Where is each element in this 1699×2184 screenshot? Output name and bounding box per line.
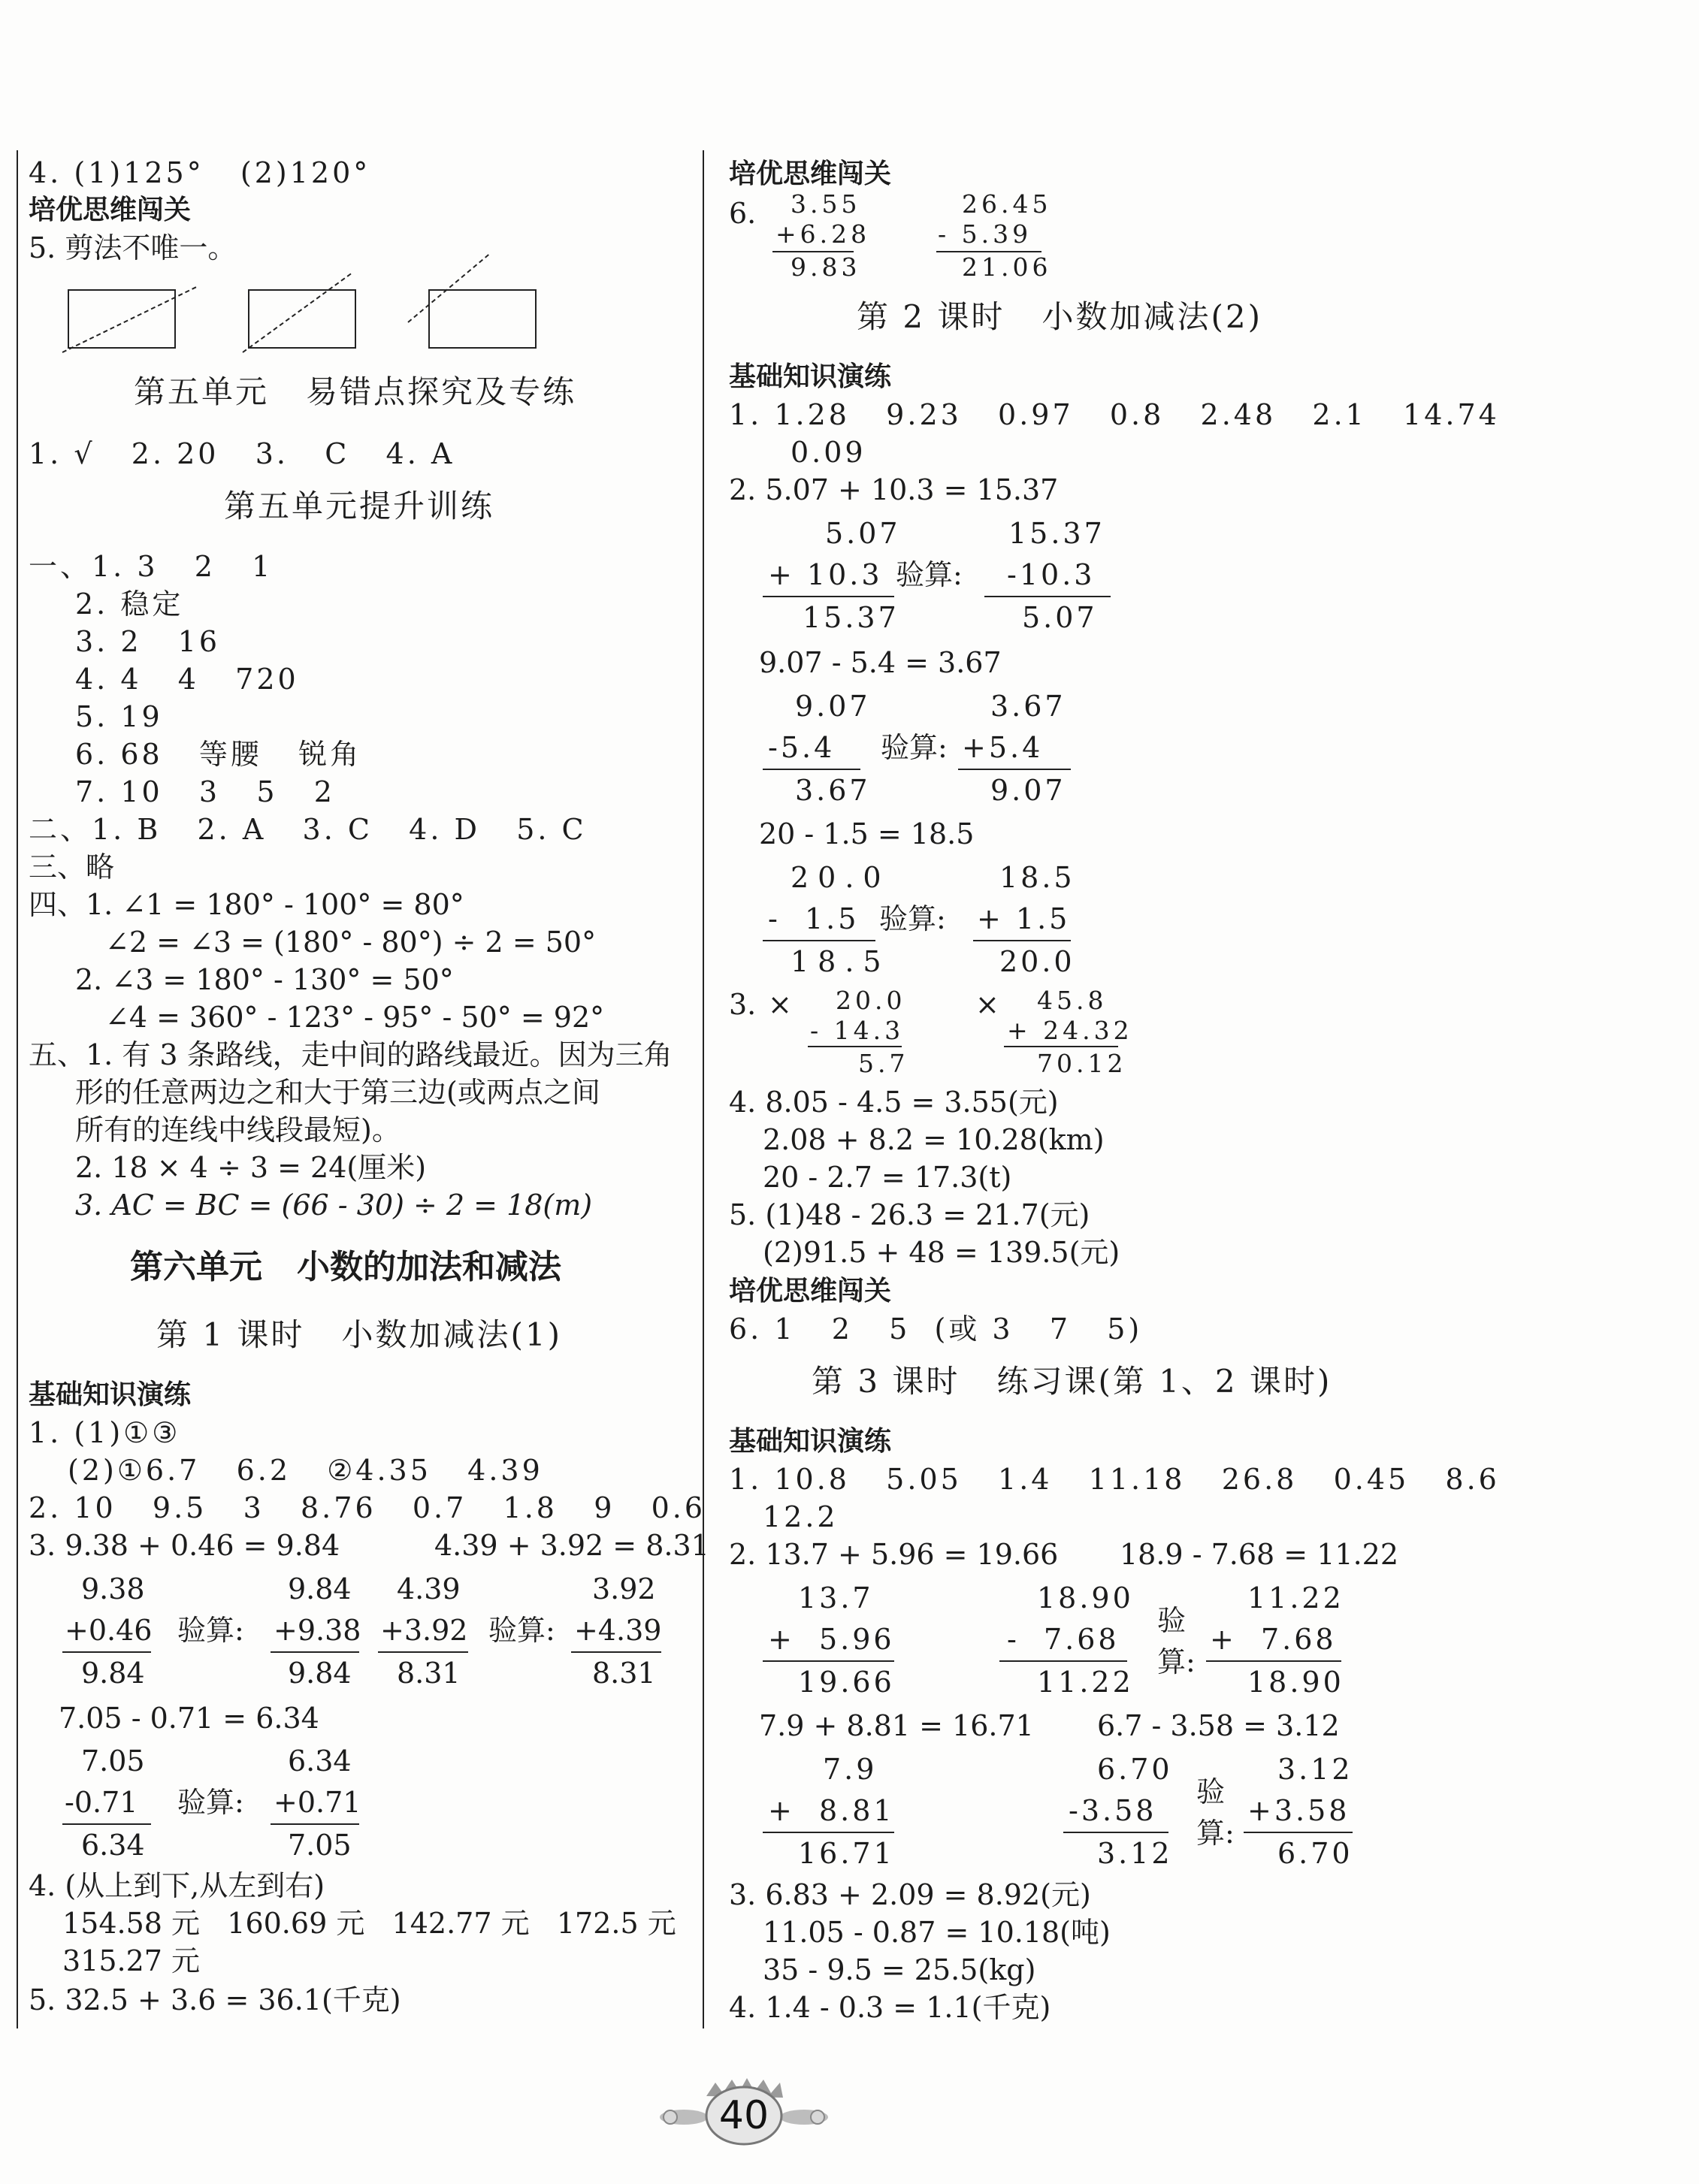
answer-line: 5. 剪法不唯一。: [29, 231, 237, 264]
calc-result: 16.71: [798, 1837, 895, 1870]
answer-line: 2. 稳定: [75, 588, 184, 621]
calc-operand: 6.70: [1097, 1753, 1173, 1786]
check-label: 验算:: [896, 558, 963, 591]
calc-rule: [378, 1651, 468, 1653]
calc-operand: - 1.5: [768, 902, 860, 935]
calc-rule: [571, 1651, 661, 1653]
answer-line: 154.58 元 160.69 元 142.77 元 172.5 元: [62, 1907, 676, 1940]
answer-line: 5. 19: [75, 700, 163, 733]
calc-rule: [271, 1651, 359, 1653]
calc-rule: [1063, 1832, 1168, 1833]
calc-operand: -5.4: [768, 731, 836, 764]
check-label: 验: [1157, 1604, 1187, 1637]
answer-line: 4. (1)125° (2)120°: [29, 156, 371, 189]
calc-operand: - 14.3: [810, 1016, 905, 1045]
calc-result: 3.67: [795, 774, 871, 807]
answer-line: 5. 32.5 + 3.6 = 36.1(千克): [29, 1983, 401, 2016]
answer-line: 3. 6.83 + 2.09 = 8.92(元): [729, 1878, 1091, 1911]
check-label: 验: [1196, 1775, 1226, 1808]
page-number-badge: [654, 2066, 834, 2149]
calc-operand: - 5.39: [938, 219, 1032, 249]
calc-operand: 11.22: [1247, 1581, 1344, 1615]
column-divider: [703, 150, 704, 2028]
question-number: 6.: [729, 197, 757, 230]
calc-operand: 18.90: [1037, 1581, 1134, 1615]
answer-line: 315.27 元: [62, 1944, 201, 1977]
answer-line: 18.9 - 7.68 = 11.22: [1120, 1538, 1399, 1571]
calc-operand: + 24.32: [1007, 1016, 1133, 1045]
calc-operand: 3.92: [592, 1572, 656, 1606]
answer-line: 35 - 9.5 = 25.5(kg): [763, 1953, 1036, 1986]
answer-line: 2. ∠3 = 180° - 130° = 50°: [75, 963, 454, 996]
calc-result: 5.7: [858, 1049, 909, 1078]
answer-line: 3. AC = BC = (66 - 30) ÷ 2 = 18(m): [75, 1189, 593, 1222]
calc-operand: 18.5: [999, 861, 1075, 894]
calc-operand: + 1.5: [977, 902, 1071, 935]
calc-operand: 6.34: [288, 1744, 352, 1778]
calc-operand: +9.38: [274, 1614, 361, 1647]
calc-rule: [973, 940, 1071, 941]
check-label: 算:: [1196, 1817, 1235, 1850]
calc-result: 15.37: [803, 601, 899, 634]
calc-operand: + 10.3: [768, 558, 883, 591]
answer-line: 2.08 + 8.2 = 10.28(km): [763, 1123, 1105, 1156]
calc-result: 18.5: [791, 945, 890, 978]
cross-mark: ×: [975, 988, 999, 1021]
answer-line: 7.9 + 8.81 = 16.71: [759, 1709, 1034, 1742]
calc-operand: -0.71: [65, 1786, 138, 1819]
calc-operand: 20.0: [791, 861, 890, 894]
calc-operand: +3.92: [380, 1614, 468, 1647]
answer-line: 20 - 1.5 = 18.5: [759, 817, 975, 850]
cut-rectangle-2: [248, 289, 356, 349]
answer-line: 4. 8.05 - 4.5 = 3.55(元): [729, 1086, 1059, 1119]
calc-operand: 3.55: [791, 189, 861, 219]
calc-operand: +4.39: [574, 1614, 662, 1647]
calc-operand: + 8.81: [768, 1794, 895, 1827]
calc-result: 9.07: [990, 774, 1066, 807]
calc-result: 8.31: [592, 1657, 656, 1690]
check-label: 验算:: [881, 731, 948, 764]
calc-rule: [62, 1823, 151, 1825]
calc-result: 7.05: [288, 1829, 352, 1862]
check-label: 验算:: [177, 1786, 244, 1819]
calc-result: 9.84: [81, 1657, 145, 1690]
answer-line: 1. 1.28 9.23 0.97 0.8 2.48 2.1 14.74: [729, 398, 1500, 431]
check-label: 验算:: [879, 902, 946, 935]
calc-operand: +0.46: [65, 1614, 153, 1647]
calc-operand: +5.4: [962, 731, 1044, 764]
section-heading: 基础知识演练: [729, 1426, 892, 1457]
calc-operand: 15.37: [1008, 517, 1105, 550]
answer-line: 3. 2 16: [75, 625, 221, 658]
calc-rule: [1244, 1832, 1353, 1833]
answer-line: 形的任意两边之和大于第三边(或两点之间: [75, 1076, 600, 1109]
calc-operand: 7.05: [81, 1744, 145, 1778]
answer-line: 6. 1 2 5 (或 3 7 5): [729, 1313, 1143, 1346]
answer-line: 7. 10 3 5 2: [75, 775, 335, 808]
answer-line: (2)①6.7 6.2 ②4.35 4.39: [68, 1454, 543, 1487]
calc-operand: + 5.96: [768, 1623, 895, 1656]
calc-result: 20.0: [999, 945, 1075, 978]
answer-line: 20 - 2.7 = 17.3(t): [763, 1161, 1012, 1194]
calc-rule: [271, 1823, 359, 1825]
unit-heading: 第五单元 易错点探究及专练: [134, 373, 577, 410]
cut-rectangle-1: [68, 289, 176, 349]
answer-line: ∠4 = 360° - 123° - 95° - 50° = 92°: [105, 1001, 605, 1034]
answer-line: 12.2: [763, 1500, 839, 1533]
cut-rectangle-3: [428, 289, 537, 349]
check-label: 验算:: [488, 1614, 555, 1647]
answer-line: 1. 10.8 5.05 1.4 11.18 26.8 0.45 8.6: [729, 1463, 1500, 1496]
calc-result: 9.84: [288, 1657, 352, 1690]
cross-mark: ×: [768, 988, 792, 1021]
left-margin-line: [17, 150, 18, 2028]
calc-result: 21.06: [962, 252, 1052, 282]
answer-line: 2. 18 × 4 ÷ 3 = 24(厘米): [75, 1151, 427, 1184]
calc-result: 9.83: [791, 252, 861, 282]
check-label: 验算:: [177, 1614, 244, 1647]
answer-line: 4. (从上到下,从左到右): [29, 1869, 325, 1902]
answer-line: ∠2 = ∠3 = (180° - 80°) ÷ 2 = 50°: [105, 926, 597, 959]
calc-operand: 9.38: [81, 1572, 145, 1606]
lesson-heading: 第 2 课时 小数加减法(2): [857, 298, 1262, 335]
calc-result: 18.90: [1247, 1666, 1344, 1699]
section-heading: 基础知识演练: [29, 1379, 192, 1410]
calc-operand: -10.3: [1007, 558, 1096, 591]
answer-line: 二、1. B 2. A 3. C 4. D 5. C: [29, 813, 587, 846]
calc-operand: 13.7: [798, 1581, 874, 1615]
calc-operand: 26.45: [962, 189, 1052, 219]
page-number: 40: [718, 2093, 769, 2138]
calc-operand: 9.84: [288, 1572, 352, 1606]
calc-rule: [999, 1660, 1127, 1662]
calc-rule: [984, 596, 1111, 597]
calc-rule: [62, 1651, 151, 1653]
answer-line: 2. 13.7 + 5.96 = 19.66: [729, 1538, 1059, 1571]
calc-result: 5.07: [1022, 601, 1098, 634]
answer-line: 四、1. ∠1 = 180° - 100° = 80°: [29, 888, 464, 921]
calc-operand: 9.07: [795, 690, 871, 723]
calc-rule: [763, 769, 860, 770]
calc-rule: [763, 596, 894, 597]
section-heading: 基础知识演练: [729, 361, 892, 392]
calc-operand: 45.8: [1037, 986, 1108, 1015]
answer-line: 1. √ 2. 20 3. C 4. A: [29, 437, 455, 470]
answer-line: 1. (1)①③: [29, 1416, 181, 1449]
section-heading: 培优思维闯关: [729, 159, 892, 189]
question-number: 3.: [729, 988, 757, 1021]
calc-rule: [1206, 1660, 1341, 1662]
answer-line: (2)91.5 + 48 = 139.5(元): [763, 1236, 1120, 1269]
calc-operand: 7.9: [823, 1753, 878, 1786]
answer-line: 3. 9.38 + 0.46 = 9.84: [29, 1529, 340, 1562]
calc-operand: +3.58: [1247, 1794, 1350, 1827]
answer-line: 4.39 + 3.92 = 8.31: [434, 1529, 709, 1562]
answer-line: 五、1. 有 3 条路线，走中间的路线最近。因为三角: [29, 1038, 673, 1071]
answer-line: 6. 68 等腰 锐角: [75, 738, 362, 771]
calc-operand: +6.28: [775, 219, 871, 249]
answer-line: 0.09: [791, 436, 866, 469]
calc-operand: + 7.68: [1210, 1623, 1337, 1656]
answer-line: 6.7 - 3.58 = 3.12: [1097, 1709, 1340, 1742]
answer-line: 三、略: [29, 850, 115, 884]
section-heading: 培优思维闯关: [729, 1276, 892, 1306]
lesson-heading: 第 1 课时 小数加减法(1): [156, 1316, 562, 1353]
answer-line: 所有的连线中线段最短)。: [75, 1113, 401, 1146]
calc-operand: - 7.68: [1007, 1623, 1120, 1656]
calc-operand: 5.07: [825, 517, 901, 550]
calc-operand: 20.0: [836, 986, 906, 1015]
calc-result: 19.66: [798, 1666, 895, 1699]
unit-heading: 第六单元 小数的加法和减法: [130, 1248, 561, 1286]
calc-operand: 4.39: [397, 1572, 461, 1606]
calc-rule: [958, 769, 1071, 770]
calc-rule: [763, 1660, 894, 1662]
answer-line: 4. 4 4 720: [75, 663, 299, 696]
answer-line: 一、1. 3 2 1: [29, 550, 274, 583]
unit-heading: 第五单元提升训练: [224, 488, 495, 524]
calc-result: 6.34: [81, 1829, 145, 1862]
check-label: 算:: [1157, 1645, 1196, 1678]
calc-result: 8.31: [397, 1657, 461, 1690]
calc-result: 6.70: [1277, 1837, 1353, 1870]
answer-line: 4. 1.4 - 0.3 = 1.1(千克): [729, 1991, 1051, 2024]
answer-line: 2. 10 9.5 3 8.76 0.7 1.8 9 0.6: [29, 1491, 706, 1524]
calc-operand: 3.67: [990, 690, 1066, 723]
answer-line: 5. (1)48 - 26.3 = 21.7(元): [729, 1198, 1090, 1231]
answer-line: 11.05 - 0.87 = 10.18(吨): [763, 1916, 1111, 1949]
calc-operand: +0.71: [274, 1786, 361, 1819]
answer-line: 2. 5.07 + 10.3 = 15.37: [729, 473, 1059, 506]
calc-rule: [763, 940, 875, 941]
calc-result: 11.22: [1037, 1666, 1134, 1699]
lesson-heading: 第 3 课时 练习课(第 1、2 课时): [812, 1363, 1332, 1400]
section-heading: 培优思维闯关: [29, 195, 192, 225]
calc-operand: 3.12: [1277, 1753, 1353, 1786]
answer-line: 9.07 - 5.4 = 3.67: [759, 646, 1002, 679]
calc-operand: -3.58: [1069, 1794, 1157, 1827]
answer-line: 7.05 - 0.71 = 6.34: [59, 1702, 319, 1735]
calc-rule: [763, 1832, 894, 1833]
calc-result: 3.12: [1097, 1837, 1173, 1870]
calc-result: 70.12: [1037, 1049, 1127, 1078]
